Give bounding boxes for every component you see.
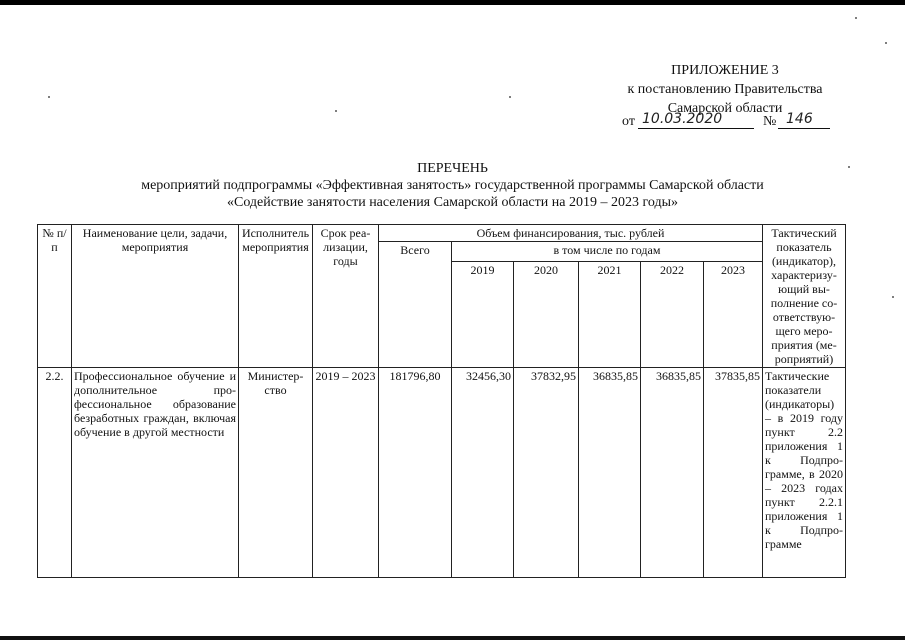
handwritten-date: 10.03.2020 bbox=[642, 111, 723, 127]
header-year: 2022 bbox=[641, 262, 704, 368]
document-subtitle-program: «Содействие занятости населения Самарской области на 2019 – 2023 годы» bbox=[227, 195, 678, 210]
cell-period: 2019 – 2023 bbox=[313, 368, 379, 578]
scan-speck bbox=[335, 110, 337, 112]
header-year: 2023 bbox=[704, 262, 763, 368]
cell-2021: 36835,85 bbox=[579, 368, 641, 578]
header-name: Наименование цели, задачи, мероприятия bbox=[72, 225, 239, 368]
document-subtitle: мероприятий подпрограммы «Эффективная занятость» государственной программы Самарской области bbox=[141, 178, 764, 193]
annex-title: ПРИЛОЖЕНИЕ 3 bbox=[671, 63, 779, 78]
cell-num: 2.2. bbox=[38, 368, 72, 578]
scan-bottom-border bbox=[0, 636, 905, 640]
header-by-years: в том числе по годам bbox=[452, 242, 763, 262]
header-year: 2020 bbox=[514, 262, 579, 368]
annex-region-line: Самарской области bbox=[667, 101, 783, 116]
scan-speck bbox=[509, 96, 511, 98]
scan-speck bbox=[48, 96, 50, 98]
scan-speck bbox=[855, 17, 857, 19]
header-funding: Объем финансирования, тыс. рублей bbox=[379, 225, 763, 242]
header-executor: Исполнитель мероприятия bbox=[239, 225, 313, 368]
header-year: 2019 bbox=[452, 262, 514, 368]
measures-table bbox=[37, 224, 846, 578]
header-indicator: Тактический показатель (индикатор), характеризующий выполнение соответствующего мероприятия (мероприятий) bbox=[763, 225, 846, 368]
scan-speck bbox=[885, 42, 887, 44]
scan-speck bbox=[892, 296, 894, 298]
handwritten-number: 146 bbox=[786, 111, 813, 127]
cell-total: 181796,80 bbox=[379, 368, 452, 578]
scan-top-border bbox=[0, 0, 905, 5]
cell-executor: Министерство bbox=[239, 368, 313, 578]
table-header-row bbox=[38, 225, 846, 242]
cell-name: Профессиональное обучение и дополнительное профессиональное образование безработных граждан, включая обучение в другой местности bbox=[72, 368, 239, 578]
table-row bbox=[38, 368, 846, 578]
annex-decree-line: к постановлению Правительства bbox=[627, 82, 823, 97]
header-period: Срок реализации, годы bbox=[313, 225, 379, 368]
cell-2022: 36835,85 bbox=[641, 368, 704, 578]
header-year: 2021 bbox=[579, 262, 641, 368]
header-total: Всего bbox=[379, 242, 452, 368]
cell-2023: 37835,85 bbox=[704, 368, 763, 578]
annex-block bbox=[600, 61, 850, 118]
cell-2019: 32456,30 bbox=[452, 368, 514, 578]
number-label: № bbox=[763, 114, 777, 129]
cell-indicator: Тактические показатели (индикаторы) – в 2019 году пункт 2.2 приложения 1 к Подпрограмме, в 2020 – 2023 годах пункт 2.2.1 приложения 1 к Подпрограмме bbox=[763, 368, 846, 578]
cell-2020: 37832,95 bbox=[514, 368, 579, 578]
date-underline bbox=[638, 128, 754, 129]
header-num: № п/п bbox=[38, 225, 72, 368]
date-prefix: от bbox=[622, 114, 635, 129]
number-underline bbox=[778, 128, 830, 129]
document-title: ПЕРЕЧЕНЬ bbox=[417, 161, 488, 176]
